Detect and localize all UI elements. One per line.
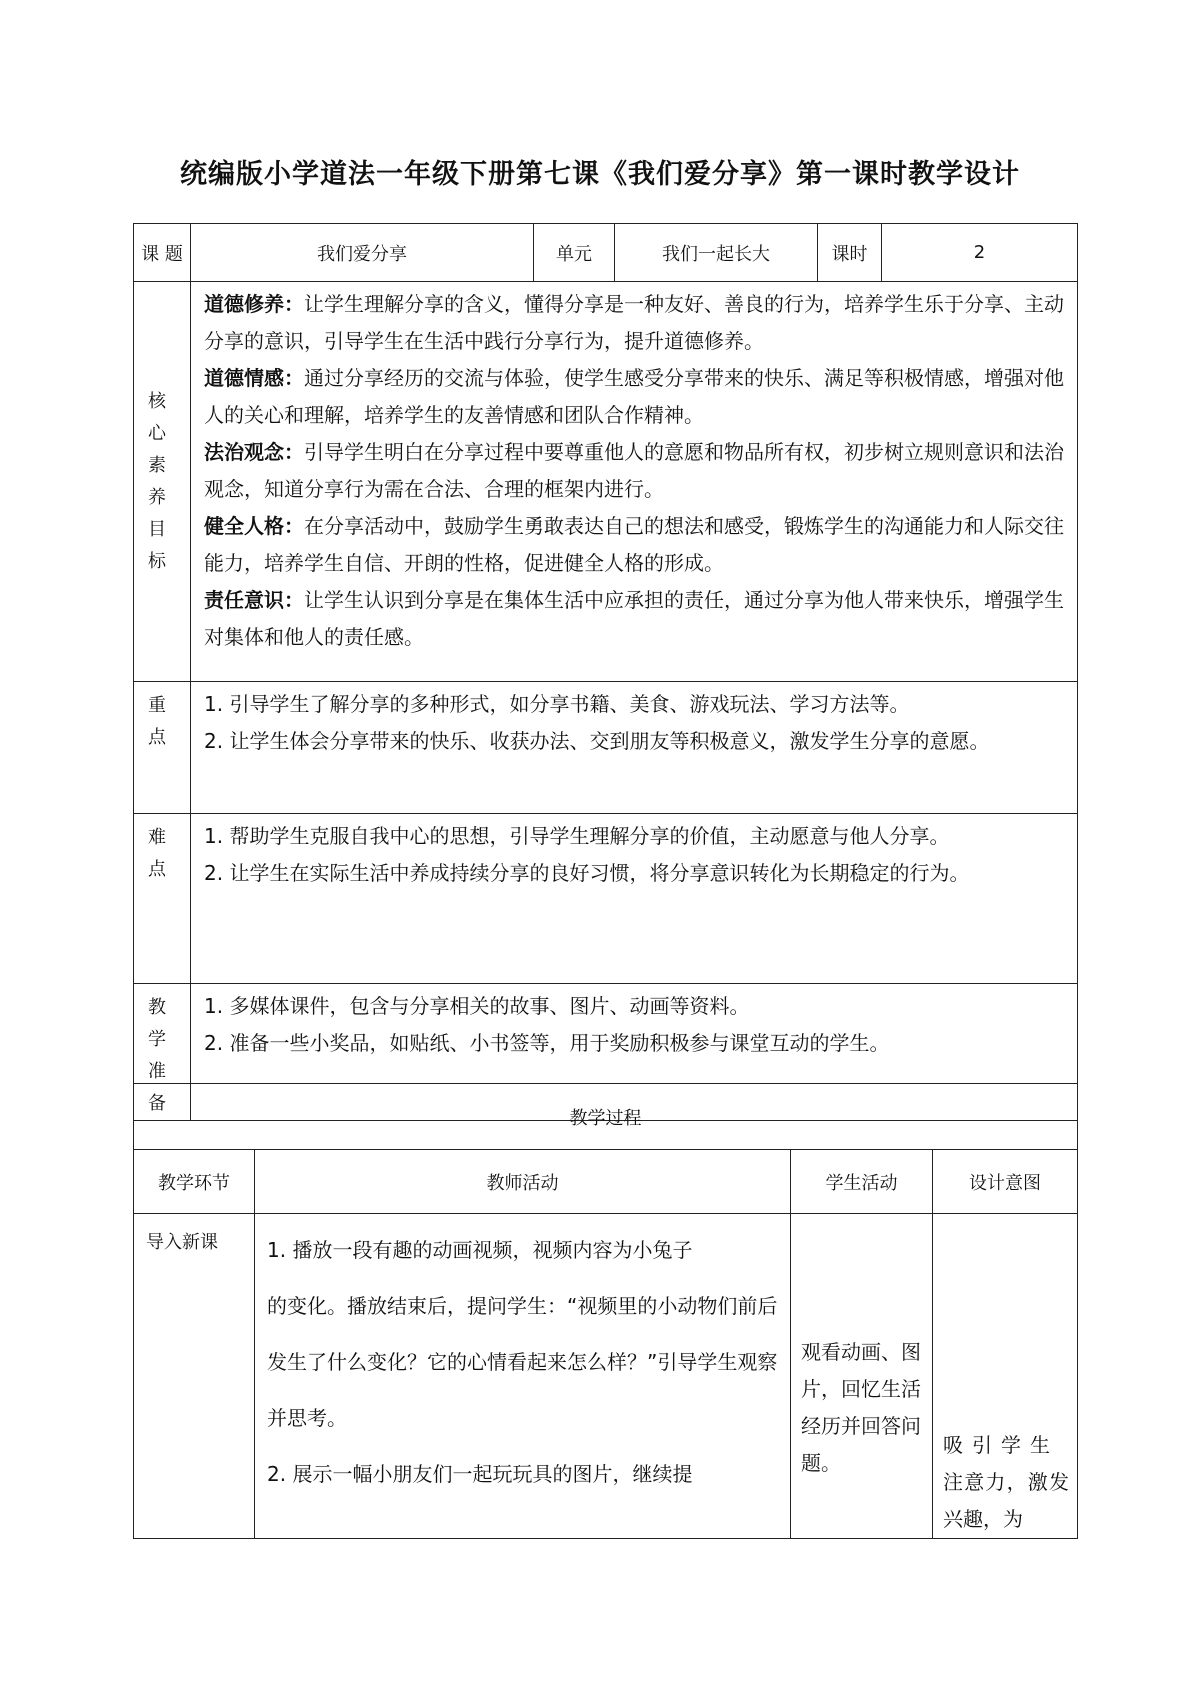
core-goal-heading: 道德情感： [204, 366, 304, 390]
key-points-label: 重 点 [134, 682, 191, 814]
core-label-line: 目 标 [148, 518, 176, 572]
core-goal-item [204, 360, 1071, 434]
teacher-activity-line: 1. 播放一段有趣的动画视频，视频内容为小兔子 [267, 1238, 693, 1262]
header-teacher: 教师活动 [255, 1150, 791, 1214]
topic-value: 我们爱分享 [191, 224, 534, 282]
key-point-item: 1. 引导学生了解分享的多种形式，如分享书籍、美食、游戏玩法、学习方法等。 [204, 692, 910, 716]
core-goal-item [204, 434, 1071, 508]
core-goal-text: 让学生理解分享的含义，懂得分享是一种友好、善良的行为，培养学生乐于分享、主动分享的意识，引导学生在生活中践行分享行为，提升道德修养。 [204, 292, 1064, 353]
difficulties-label: 难 点 [134, 814, 191, 984]
core-goal-heading: 道德修养： [204, 292, 304, 316]
student-activity-cell: 观看动画、图片，回忆生活经历并回答问题。 [791, 1214, 933, 1539]
core-literacy-label [134, 282, 191, 682]
period-label: 课时 [818, 224, 882, 282]
process-title: 教学过程 [134, 1084, 1078, 1150]
teacher-activity-line: 2. 展示一幅小朋友们一起玩玩具的图片，继续提 [267, 1462, 693, 1486]
teacher-activity-line: 的变化。播放结束后，提问学生：“视频里的小动物们前后发生了什么变化？它的心情看起来怎么样？”引导学生观察并思考。 [267, 1294, 778, 1430]
core-goal-text: 让学生认识到分享是在集体生活中应承担的责任，通过分享为他人带来快乐，增强学生对集体和他人的责任感。 [204, 588, 1064, 649]
core-goal-text: 引导学生明白在分享过程中要尊重他人的意愿和物品所有权，初步树立规则意识和法治观念，知道分享行为需在合法、合理的框架内进行。 [204, 440, 1064, 501]
teacher-activity-cell [255, 1214, 791, 1539]
design-intent-line: 注意力，激发兴趣，为 [943, 1470, 1069, 1531]
core-goal-heading: 法治观念： [204, 440, 304, 464]
period-value: 2 [882, 224, 1078, 282]
difficulty-item: 2. 让学生在实际生活中养成持续分享的良好习惯，将分享意识转化为长期稳定的行为。 [204, 861, 970, 885]
unit-label: 单元 [534, 224, 615, 282]
core-goal-heading: 健全人格： [204, 514, 304, 538]
design-intent-cell [933, 1214, 1078, 1539]
difficulties-content [191, 814, 1078, 984]
prep-label-line: 准 备 [148, 1061, 176, 1114]
core-goal-text: 通过分享经历的交流与体验，使学生感受分享带来的快乐、满足等积极情感，增强对他人的关心和理解，培养学生的友善情感和团队合作精神。 [204, 366, 1064, 427]
topic-label: 课 题 [134, 224, 191, 282]
stage-cell: 导入新课 [134, 1214, 255, 1539]
core-goal-item [204, 286, 1071, 360]
core-goal-heading: 责任意识： [204, 588, 304, 612]
lesson-info-table [133, 223, 1078, 1121]
key-point-item: 2. 让学生体会分享带来的快乐、收获办法、交到朋友等积极意义，激发学生分享的意愿。 [204, 729, 990, 753]
design-intent-line: 吸引学生 [943, 1433, 1059, 1457]
preparation-item: 1. 多媒体课件，包含与分享相关的故事、图片、动画等资料。 [204, 994, 750, 1018]
core-label-line: 核 心 [148, 390, 176, 444]
preparation-item: 2. 准备一些小奖品，如贴纸、小书签等，用于奖励积极参与课堂互动的学生。 [204, 1031, 890, 1055]
core-goal-item [204, 582, 1071, 656]
core-label-line: 素 养 [148, 454, 176, 508]
header-student: 学生活动 [791, 1150, 933, 1214]
unit-value: 我们一起长大 [615, 224, 818, 282]
core-literacy-content [191, 282, 1078, 682]
page-title: 统编版小学道法一年级下册第七课《我们爱分享》第一课时教学设计 [180, 159, 1020, 190]
header-intent: 设计意图 [933, 1150, 1078, 1214]
header-stage: 教学环节 [134, 1150, 255, 1214]
core-goal-item [204, 508, 1071, 582]
prep-label-line: 教 学 [148, 997, 176, 1050]
key-points-content [191, 682, 1078, 814]
core-goal-text: 在分享活动中，鼓励学生勇敢表达自己的想法和感受，锻炼学生的沟通能力和人际交往能力，培养学生自信、开朗的性格，促进健全人格的形成。 [204, 514, 1064, 575]
difficulty-item: 1. 帮助学生克服自我中心的思想，引导学生理解分享的价值，主动愿意与他人分享。 [204, 824, 950, 848]
teaching-process-table [133, 1083, 1078, 1539]
